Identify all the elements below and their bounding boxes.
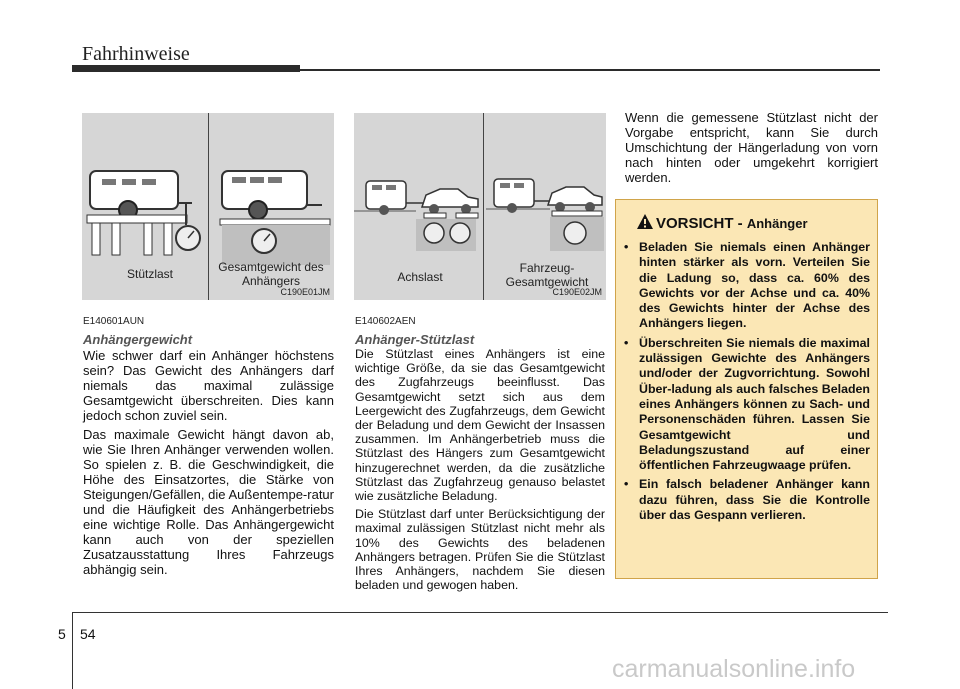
- section-code-stuetzlast: E140602AEN: [355, 316, 416, 327]
- paragraph: Die Stützlast darf unter Berücksichtigung der maximal zulässigen Stützlast nicht mehr als 10% des Gewichts des beladenen Anhängers betragen. Prüfen Sie die Stützlast Ihres Anhängers, nachdem Sie diesen beladen und gewogen haben.: [355, 507, 605, 593]
- warning-triangle-icon: [636, 213, 654, 230]
- figure-divider: [208, 113, 209, 300]
- header-rule-thick: [72, 65, 300, 72]
- watermark: carmanualsonline.info: [612, 655, 856, 683]
- body-korrektur: Wenn die gemessene Stützlast nicht der Vorgabe entspricht, kann Sie durch Umschichtung der Hängerladung von vorn nach hinten oder umgekehrt korrigiert werden.: [625, 110, 878, 185]
- page-number: 54: [80, 626, 96, 642]
- footer-rule: [72, 612, 888, 613]
- header-rule-thin: [300, 69, 880, 71]
- section-title-anhaengergewicht: Anhängergewicht: [83, 332, 193, 347]
- figure-code: C190E02JM: [552, 287, 602, 297]
- body-stuetzlast: [355, 347, 605, 596]
- paragraph: Die Stützlast eines Anhängers ist eine wichtige Größe, da sie das Gesamtgewicht des Zugfahrzeugs beeinflusst. Das Gesamtgewicht setzt sich aus dem Leergewicht des Zugfahrzeugs, dem Gewicht der Beladung und dem Gewicht der Insassen zusammen. Im Anhängerbetrieb muss die Stützlast des Hängers zum Gesamtgewicht hinzugerechnet werden, da die zusätzliche Stützlast das Zugfahrzeug genauso belastet wie zusätzliche Beladung.: [355, 347, 605, 504]
- label-fahrzeug-gesamtgewicht: Fahrzeug- Gesamtgewicht: [505, 261, 589, 289]
- warning-box: [615, 199, 878, 579]
- warning-title: [656, 215, 808, 232]
- warning-item: • Überschreiten Sie niemals die maximal zulässigen Gewichte des Anhängers und/oder der Zugvorrichtung. Sowohl Über-ladung als auch falsches Beladen eines Anhängers können zu Sach- und Personenschäden führen. Lassen Sie Gesamtgewicht und Beladungszustand auf einer öffentlichen Fahrzeugwaage prüfen.: [624, 335, 870, 473]
- paragraph: Wie schwer darf ein Anhänger höchstens sein? Das Gewicht des Anhängers darf niemals das maximal zulässige Gesamtgewicht überschreiten. Dies kann jedoch schon zuviel sein.: [83, 348, 334, 423]
- body-anhaengergewicht: [83, 348, 334, 581]
- figure-trailer-weight: [82, 113, 334, 300]
- section-code-anhaengergewicht: E140601AUN: [83, 316, 145, 327]
- warning-title-main: VORSICHT -: [656, 215, 747, 232]
- label-stuetzlast: Stützlast: [126, 267, 174, 281]
- paragraph: Das maximale Gewicht hängt davon ab, wie Sie Ihren Anhänger verwenden wollen. So spielen z. B. die Geschwindigkeit, die Höhe des Einsatzortes, die Stärke von Steigungen/Gefällen, die Außentempe-ratur und die Häufigkeit des Anhängerbetriebs eine wichtige Rolle. Das Anhängergewicht kann auch von der speziellen Zusatzausstattung Ihres Fahrzeugs abhängig sein.: [83, 427, 334, 577]
- label-achslast: Achslast: [397, 270, 443, 284]
- page-header-title: Fahrhinweise: [82, 43, 190, 65]
- footer-divider: [72, 612, 73, 689]
- figure-code: C190E01JM: [280, 287, 330, 297]
- warning-item: • Beladen Sie niemals einen Anhänger hinten stärker als vorn. Verteilen Sie die Ladung so, dass ca. 60% des Gewichts vor der Achse und ca. 40% des Gewichts hinter der Achse des Anhängers liegen.: [624, 240, 870, 331]
- figure-axle-load: [354, 113, 606, 300]
- warning-list: [624, 240, 870, 527]
- section-title-stuetzlast: Anhänger-Stützlast: [355, 332, 475, 347]
- figure-divider: [483, 113, 484, 300]
- chapter-number: 5: [58, 626, 66, 642]
- warning-title-sub: Anhänger: [746, 216, 808, 231]
- warning-item: • Ein falsch beladener Anhänger kann dazu führen, dass Sie die Kontrolle über das Gespann verlieren.: [624, 477, 870, 523]
- label-gesamtgewicht-anhaenger: Gesamtgewicht des Anhängers: [218, 260, 324, 288]
